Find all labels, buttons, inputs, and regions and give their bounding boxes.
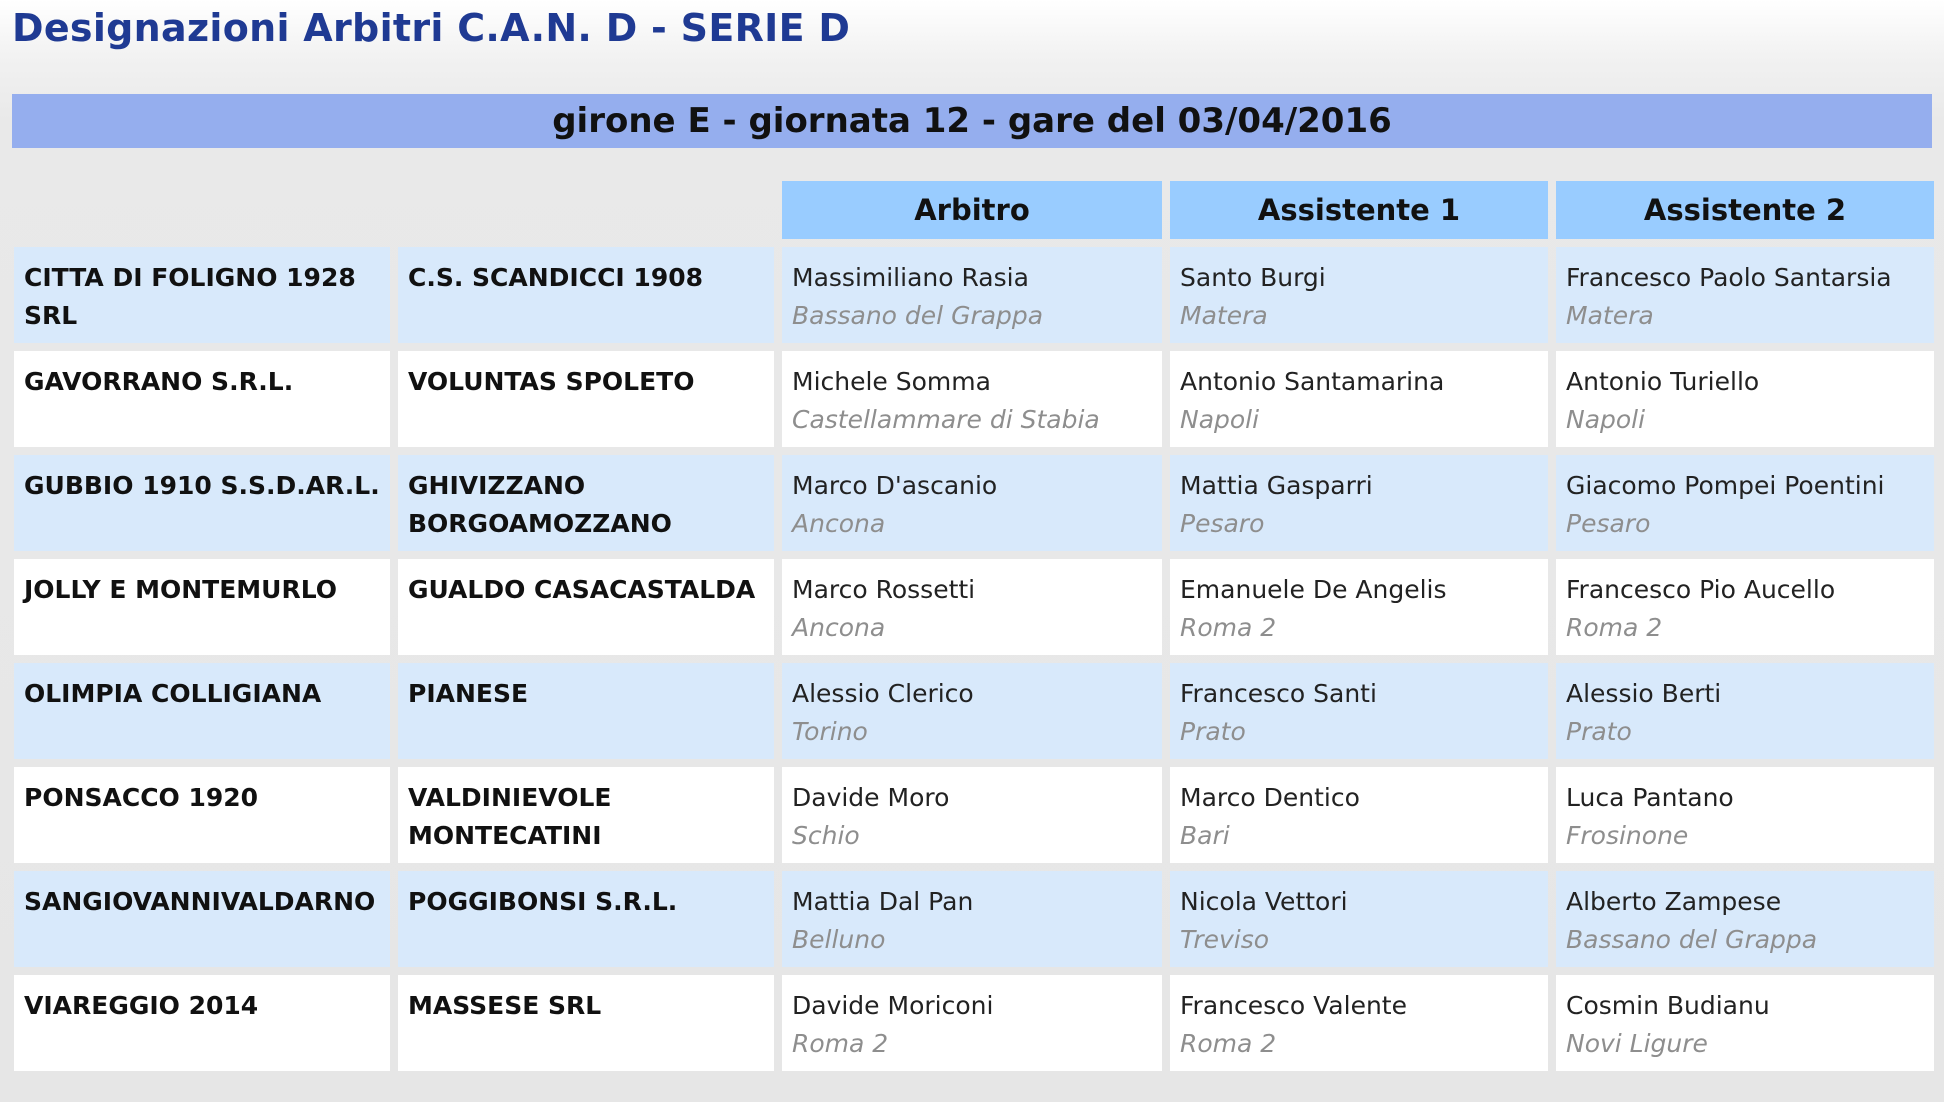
assistant2-section: Pesaro <box>1566 509 1651 538</box>
referee-cell <box>782 975 1162 1071</box>
referee-section: Torino <box>792 717 868 746</box>
assistant2-cell <box>1556 975 1934 1071</box>
home-team: CITTA DI FOLIGNO 1928 SRL <box>14 247 390 343</box>
assistant1-name: Emanuele De Angelis <box>1180 575 1447 604</box>
assistant2-section: Novi Ligure <box>1566 1029 1708 1058</box>
referee-section: Ancona <box>792 613 886 642</box>
referee-cell <box>782 767 1162 863</box>
referee-cell <box>782 247 1162 343</box>
away-team: GHIVIZZANO BORGOAMOZZANO <box>398 455 774 551</box>
table-row <box>14 767 1934 863</box>
assistant1-section: Pesaro <box>1180 509 1265 538</box>
assistant1-name: Francesco Santi <box>1180 679 1377 708</box>
assistant2-name: Francesco Pio Aucello <box>1566 575 1836 604</box>
referee-section: Belluno <box>792 925 886 954</box>
table-row <box>14 663 1934 759</box>
assistant2-name: Giacomo Pompei Poentini <box>1566 471 1885 500</box>
assistant2-cell <box>1556 351 1934 447</box>
page-title: Designazioni Arbitri C.A.N. D - SERIE D <box>12 6 851 50</box>
table-row <box>14 559 1934 655</box>
assistant1-cell <box>1170 247 1548 343</box>
table-row <box>14 351 1934 447</box>
away-team: POGGIBONSI S.R.L. <box>398 871 774 967</box>
assistant2-section: Matera <box>1566 301 1654 330</box>
assistant1-cell <box>1170 975 1548 1071</box>
assistant2-cell <box>1556 767 1934 863</box>
assistant1-cell <box>1170 559 1548 655</box>
assistant2-cell <box>1556 455 1934 551</box>
assistant2-section: Prato <box>1566 717 1632 746</box>
header-referee: Arbitro <box>782 181 1162 239</box>
away-team: GUALDO CASACASTALDA <box>398 559 774 655</box>
referee-section: Castellammare di Stabia <box>792 405 1100 434</box>
table-row <box>14 975 1934 1071</box>
assistant1-name: Francesco Valente <box>1180 991 1407 1020</box>
assistant1-section: Matera <box>1180 301 1268 330</box>
table-row <box>14 871 1934 967</box>
assistant2-cell <box>1556 559 1934 655</box>
assistant1-section: Prato <box>1180 717 1246 746</box>
assistant1-section: Treviso <box>1180 925 1270 954</box>
home-team: GAVORRANO S.R.L. <box>14 351 390 447</box>
assistant1-name: Nicola Vettori <box>1180 887 1348 916</box>
referee-cell <box>782 351 1162 447</box>
assistant1-name: Santo Burgi <box>1180 263 1326 292</box>
assistant2-name: Antonio Turiello <box>1566 367 1760 396</box>
referee-section: Bassano del Grappa <box>792 301 1044 330</box>
header-home-empty <box>14 181 390 239</box>
table-row <box>14 455 1934 551</box>
table-header-row <box>14 181 1934 239</box>
assistant2-cell <box>1556 247 1934 343</box>
round-label: girone E - giornata 12 - gare del 03/04/2016 <box>552 101 1392 141</box>
referee-section: Ancona <box>792 509 886 538</box>
assistant1-section: Napoli <box>1180 405 1260 434</box>
referee-cell <box>782 871 1162 967</box>
referee-name: Marco D'ascanio <box>792 471 998 500</box>
away-team: MASSESE SRL <box>398 975 774 1071</box>
assistant2-section: Frosinone <box>1566 821 1689 850</box>
assistant2-section: Bassano del Grappa <box>1566 925 1818 954</box>
away-team: VALDINIEVOLE MONTECATINI <box>398 767 774 863</box>
referee-name: Mattia Dal Pan <box>792 887 974 916</box>
assistant1-name: Marco Dentico <box>1180 783 1360 812</box>
assistant2-cell <box>1556 663 1934 759</box>
referee-name: Davide Moro <box>792 783 950 812</box>
assistant2-name: Alessio Berti <box>1566 679 1722 708</box>
referee-section: Roma 2 <box>792 1029 889 1058</box>
header-assistant-1: Assistente 1 <box>1170 181 1548 239</box>
referee-cell <box>782 663 1162 759</box>
away-team: C.S. SCANDICCI 1908 <box>398 247 774 343</box>
table-row <box>14 247 1934 343</box>
assistant2-cell <box>1556 871 1934 967</box>
assistant2-name: Francesco Paolo Santarsia <box>1566 263 1892 292</box>
home-team: GUBBIO 1910 S.S.D.AR.L. <box>14 455 390 551</box>
home-team: OLIMPIA COLLIGIANA <box>14 663 390 759</box>
home-team: JOLLY E MONTEMURLO <box>14 559 390 655</box>
assistant2-name: Alberto Zampese <box>1566 887 1782 916</box>
assistant1-section: Roma 2 <box>1180 1029 1277 1058</box>
referee-name: Marco Rossetti <box>792 575 976 604</box>
header-assistant-2: Assistente 2 <box>1556 181 1934 239</box>
referee-name: Michele Somma <box>792 367 991 396</box>
home-team: SANGIOVANNIVALDARNO <box>14 871 390 967</box>
assistant1-name: Antonio Santamarina <box>1180 367 1445 396</box>
referee-section: Schio <box>792 821 860 850</box>
away-team: VOLUNTAS SPOLETO <box>398 351 774 447</box>
referee-name: Massimiliano Rasia <box>792 263 1029 292</box>
assistant1-cell <box>1170 871 1548 967</box>
assistant1-cell <box>1170 351 1548 447</box>
assistant1-cell <box>1170 663 1548 759</box>
assistant2-section: Napoli <box>1566 405 1646 434</box>
assistant1-cell <box>1170 767 1548 863</box>
assignments-table <box>6 173 1942 1079</box>
assistant1-cell <box>1170 455 1548 551</box>
assistant1-section: Roma 2 <box>1180 613 1277 642</box>
assistant2-name: Luca Pantano <box>1566 783 1734 812</box>
referee-cell <box>782 455 1162 551</box>
home-team: PONSACCO 1920 <box>14 767 390 863</box>
referee-cell <box>782 559 1162 655</box>
assistant1-name: Mattia Gasparri <box>1180 471 1373 500</box>
assistant1-section: Bari <box>1180 821 1230 850</box>
header-away-empty <box>398 181 774 239</box>
assistant2-section: Roma 2 <box>1566 613 1663 642</box>
home-team: VIAREGGIO 2014 <box>14 975 390 1071</box>
round-banner <box>12 94 1932 148</box>
referee-name: Davide Moriconi <box>792 991 994 1020</box>
away-team: PIANESE <box>398 663 774 759</box>
assistant2-name: Cosmin Budianu <box>1566 991 1770 1020</box>
referee-name: Alessio Clerico <box>792 679 974 708</box>
